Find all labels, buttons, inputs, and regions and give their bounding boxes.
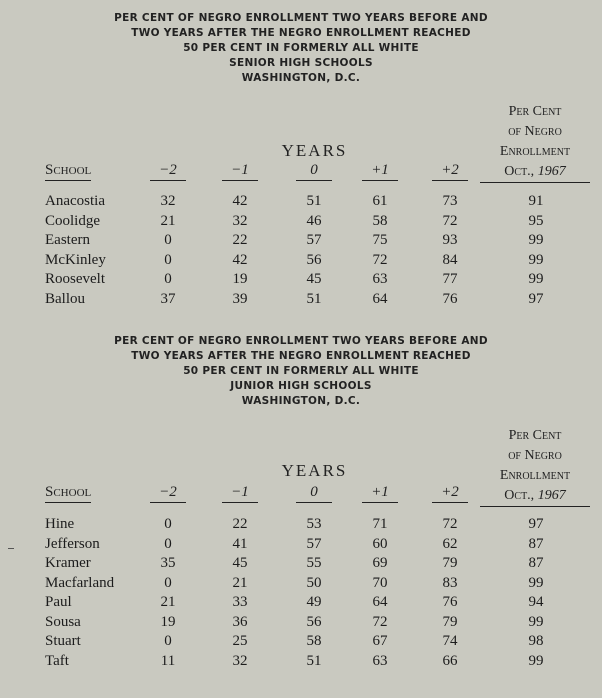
- year-value-cell: 32: [160, 193, 176, 209]
- percent-1967-cell: 91: [528, 193, 544, 209]
- title-line: 50 PER CENT IN FORMERLY ALL WHITE: [183, 365, 419, 377]
- percent-header-line: of Negro: [508, 124, 562, 139]
- year-value-cell: 74: [442, 633, 458, 649]
- junior-table-body: [0, 515, 602, 671]
- percent-1967-cell: 87: [528, 555, 544, 571]
- title-line: 50 PER CENT IN FORMERLY ALL WHITE: [183, 42, 419, 54]
- percent-header-line: Per Cent: [508, 428, 562, 443]
- year-value-cell: 53: [306, 516, 322, 532]
- year-value-cell: 72: [372, 613, 388, 630]
- table-row: [0, 613, 602, 633]
- table-row: [0, 251, 602, 271]
- senior-table-title: [0, 11, 602, 86]
- table-row: [0, 632, 602, 652]
- percent-1967-cell: 99: [528, 232, 544, 248]
- year-value-cell: 0: [164, 574, 172, 591]
- title-line: PER CENT OF NEGRO ENROLLMENT TWO YEARS BEFORE AND: [114, 335, 488, 347]
- percent-header-line: Enrollment: [499, 144, 571, 159]
- senior-year-header: +1: [362, 161, 398, 181]
- year-value-cell: 61: [372, 193, 388, 209]
- table-row: [0, 212, 602, 232]
- oct-year: 1967: [537, 164, 566, 179]
- year-value-cell: 64: [372, 594, 388, 610]
- table-row: [0, 574, 602, 594]
- year-value-cell: 72: [442, 516, 458, 532]
- year-value-cell: 60: [372, 535, 388, 552]
- school-name: McKinley: [45, 251, 106, 268]
- title-line: TWO YEARS AFTER THE NEGRO ENROLLMENT REACHED: [131, 350, 471, 362]
- junior-year-header: 0: [296, 483, 332, 503]
- year-value-cell: 50: [306, 574, 322, 591]
- percent-1967-cell: 98: [528, 633, 544, 649]
- senior-year-header: 0: [296, 161, 332, 181]
- year-value-cell: 58: [306, 633, 322, 649]
- year-value-cell: 33: [232, 594, 248, 610]
- year-value-cell: 45: [306, 271, 322, 287]
- year-value-cell: 66: [442, 652, 458, 669]
- year-value-cell: 79: [442, 555, 458, 571]
- oct-label: Oct.,: [504, 164, 535, 179]
- year-value-cell: 93: [442, 232, 458, 248]
- school-name: Anacostia: [45, 193, 105, 209]
- year-value-cell: 72: [442, 212, 458, 229]
- year-value-cell: 42: [232, 193, 248, 209]
- year-value-cell: 56: [306, 613, 322, 630]
- percent-1967-cell: 99: [528, 652, 544, 669]
- year-value-cell: 19: [160, 613, 176, 630]
- percent-1967-cell: 95: [528, 212, 544, 229]
- school-name: Sousa: [45, 613, 81, 630]
- year-value-cell: 21: [160, 594, 176, 610]
- title-line: PER CENT OF NEGRO ENROLLMENT TWO YEARS BEFORE AND: [114, 12, 488, 24]
- year-value-cell: 51: [306, 652, 322, 669]
- school-name: Hine: [45, 516, 75, 532]
- table-row: [0, 515, 602, 535]
- year-value-cell: 21: [160, 212, 176, 229]
- percent-1967-cell: 97: [528, 290, 544, 307]
- year-value-cell: 21: [232, 574, 248, 591]
- percent-header-line: of Negro: [508, 448, 562, 463]
- school-name: Kramer: [45, 555, 91, 571]
- percent-1967-cell: 94: [528, 594, 544, 610]
- year-value-cell: 32: [232, 212, 248, 229]
- table-row: [0, 270, 602, 290]
- percent-1967-cell: 99: [528, 251, 544, 268]
- table-row: [0, 192, 602, 212]
- year-value-cell: 83: [442, 574, 458, 591]
- year-value-cell: 57: [306, 535, 322, 552]
- year-value-cell: 63: [372, 652, 388, 669]
- junior-table-title: [0, 334, 602, 409]
- year-value-cell: 70: [372, 574, 388, 591]
- year-value-cell: 22: [232, 232, 248, 248]
- title-line: WASHINGTON, D.C.: [241, 72, 361, 84]
- year-value-cell: 32: [232, 652, 248, 669]
- year-value-cell: 84: [442, 251, 458, 268]
- year-value-cell: 0: [164, 535, 172, 552]
- year-value-cell: 35: [160, 555, 176, 571]
- year-value-cell: 71: [372, 516, 388, 532]
- junior-year-header: −1: [222, 483, 258, 503]
- year-value-cell: 67: [372, 633, 388, 649]
- year-value-cell: 37: [160, 290, 176, 307]
- school-name: Taft: [45, 652, 69, 669]
- year-value-cell: 39: [232, 290, 248, 307]
- school-name: Stuart: [45, 633, 81, 649]
- senior-year-header: −1: [222, 161, 258, 181]
- junior-year-header: +2: [432, 483, 468, 503]
- year-value-cell: 73: [442, 193, 458, 209]
- junior-percent-header: [480, 426, 590, 507]
- year-value-cell: 77: [442, 271, 458, 287]
- year-value-cell: 46: [306, 212, 322, 229]
- year-value-cell: 62: [442, 535, 458, 552]
- year-value-cell: 42: [232, 251, 248, 268]
- percent-1967-cell: 99: [528, 271, 544, 287]
- junior-year-header: +1: [362, 483, 398, 503]
- table-row: [0, 593, 602, 613]
- year-value-cell: 79: [442, 613, 458, 630]
- title-line: TWO YEARS AFTER THE NEGRO ENROLLMENT REACHED: [131, 27, 471, 39]
- school-name: Roosevelt: [45, 271, 105, 287]
- year-value-cell: 0: [164, 251, 172, 268]
- year-value-cell: 63: [372, 271, 388, 287]
- school-name: Coolidge: [45, 212, 100, 229]
- year-value-cell: 36: [232, 613, 248, 630]
- year-value-cell: 75: [372, 232, 388, 248]
- year-value-cell: 19: [232, 271, 248, 287]
- percent-1967-cell: 99: [528, 613, 544, 630]
- table-row: [0, 652, 602, 672]
- year-value-cell: 51: [306, 290, 322, 307]
- title-line: WASHINGTON, D.C.: [241, 395, 361, 407]
- senior-year-header: +2: [432, 161, 468, 181]
- year-value-cell: 55: [306, 555, 322, 571]
- table-row: [0, 535, 602, 555]
- year-value-cell: 49: [306, 594, 322, 610]
- title-line: JUNIOR HIGH SCHOOLS: [230, 380, 372, 392]
- percent-1967-cell: 87: [528, 535, 544, 552]
- year-value-cell: 22: [232, 516, 248, 532]
- year-value-cell: 64: [372, 290, 388, 307]
- table-row: [0, 231, 602, 251]
- year-value-cell: 57: [306, 232, 322, 248]
- senior-school-header: School: [45, 161, 91, 181]
- year-value-cell: 56: [306, 251, 322, 268]
- year-value-cell: 72: [372, 251, 388, 268]
- year-value-cell: 76: [442, 290, 458, 307]
- year-value-cell: 45: [232, 555, 248, 571]
- year-value-cell: 0: [164, 271, 172, 287]
- senior-years-label: YEARS: [281, 141, 348, 160]
- percent-header-date: [480, 486, 590, 507]
- senior-year-header: −2: [150, 161, 186, 181]
- school-name: Ballou: [45, 290, 85, 307]
- year-value-cell: 41: [232, 535, 248, 552]
- school-name: Jefferson: [45, 535, 100, 552]
- school-name: Paul: [45, 594, 72, 610]
- senior-percent-header: [480, 102, 590, 183]
- oct-year: 1967: [537, 488, 566, 503]
- year-value-cell: 76: [442, 594, 458, 610]
- senior-table-body: [0, 192, 602, 309]
- percent-header-line: Per Cent: [508, 104, 562, 119]
- year-value-cell: 51: [306, 193, 322, 209]
- percent-1967-cell: 99: [528, 574, 544, 591]
- junior-years-label: YEARS: [281, 461, 348, 480]
- year-value-cell: 69: [372, 555, 388, 571]
- junior-year-header: −2: [150, 483, 186, 503]
- table-row: [0, 554, 602, 574]
- school-name: Macfarland: [45, 574, 115, 591]
- year-value-cell: 0: [164, 516, 172, 532]
- year-value-cell: 0: [164, 633, 172, 649]
- school-name: Eastern: [45, 232, 90, 248]
- oct-label: Oct.,: [504, 488, 535, 503]
- percent-header-line: Enrollment: [499, 468, 571, 483]
- year-value-cell: 58: [372, 212, 388, 229]
- percent-header-date: [480, 162, 590, 183]
- title-line: SENIOR HIGH SCHOOLS: [229, 57, 373, 69]
- year-value-cell: 11: [160, 652, 176, 669]
- percent-1967-cell: 97: [528, 516, 544, 532]
- table-row: [0, 290, 602, 310]
- junior-school-header: School: [45, 483, 91, 503]
- year-value-cell: 0: [164, 232, 172, 248]
- year-value-cell: 25: [232, 633, 248, 649]
